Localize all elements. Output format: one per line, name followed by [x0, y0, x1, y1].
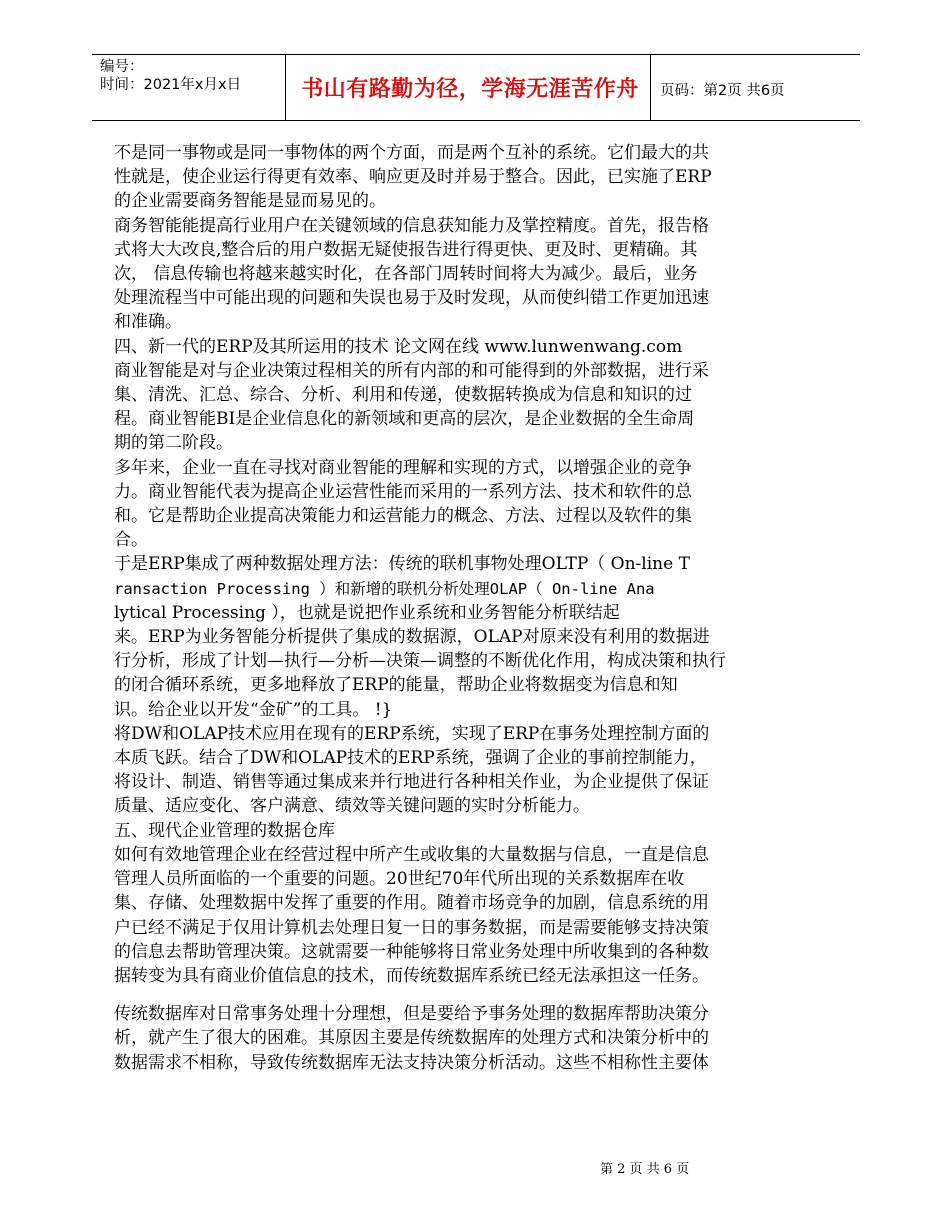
body-line: 的闭合循环系统，更多地释放了ERP的能量，帮助企业将数据变为信息和知 — [114, 675, 678, 696]
body-line: 商务智能能提高行业用户在关键领域的信息获知能力及掌控精度。首先，报告格 — [114, 215, 709, 236]
body-line: 将DW和OLAP技术应用在现有的ERP系统，实现了ERP在事务处理控制方面的 — [114, 723, 710, 744]
body-line: 式将大大改良,整合后的用户数据无疑使报告进行得更快、更及时、更精确。其 — [114, 239, 698, 260]
body-line: 次， 信息传输也将越来越实时化，在各部门周转时间将大为减少。最后，业务 — [114, 264, 698, 285]
body-line: 识。给企业以开发“金矿”的工具。 !} — [114, 699, 393, 720]
body-line: 的企业需要商务智能是显而易见的。 — [114, 191, 386, 212]
body-line: 程。商业智能BI是企业信息化的新领域和更高的层次，是企业数据的全生命周 — [114, 409, 695, 430]
body-line: 期的第二阶段。 — [114, 433, 233, 454]
body-line: 如何有效地管理企业在经营过程中所产生或收集的大量数据与信息，一直是信息 — [114, 844, 709, 865]
body-line: 商业智能是对与企业决策过程相关的所有内部的和可能得到的外部数据，进行采 — [114, 360, 709, 381]
body-line: 处理流程当中可能出现的问题和失误也易于及时发现，从而使纠错工作更加迅速 — [114, 288, 709, 309]
body-line: ransaction Processing ）和新增的联机分析处理OLAP（ On-line Ana — [114, 579, 655, 598]
document-body — [114, 141, 774, 1075]
header-number: 编号： — [100, 59, 144, 75]
body-line: 将设计、制造、销售等通过集成来并行地进行各种相关作业，为企业提供了保证 — [114, 772, 709, 793]
body-line: 质量、适应变化、客户满意、绩效等关键问题的实时分析能力。 — [114, 796, 590, 817]
header-meta — [100, 58, 241, 94]
body-line: 于是ERP集成了两种数据处理方法：传统的联机事物处理OLTP（ On-line T — [114, 554, 690, 575]
header-bottom-rule — [92, 120, 860, 121]
header-divider-left — [285, 54, 286, 120]
footer-page-number: 第 2 页 共 6 页 — [600, 1162, 690, 1177]
body-line: 多年来，企业一直在寻找对商业智能的理解和实现的方式，以增强企业的竞争 — [114, 457, 692, 478]
body-line: 据转变为具有商业价值信息的技术，而传统数据库系统已经无法承担这一任务。 — [114, 965, 709, 986]
body-line: 管理人员所面临的一个重要的问题。20世纪70年代所出现的关系数据库在收 — [114, 869, 685, 890]
body-line: 和。它是帮助企业提高决策能力和运营能力的概念、方法、过程以及软件的集 — [114, 506, 692, 527]
body-line: 传统数据库对日常事务处理十分理想，但是要给予事务处理的数据库帮助决策分 — [114, 1004, 709, 1025]
body-line: 力。商业智能代表为提高企业运营性能而采用的一系列方法、技术和软件的总 — [114, 481, 692, 502]
header-top-rule — [92, 54, 860, 55]
section-heading: 四、新一代的ERP及其所运用的技术 论文网在线 www.lunwenwang.com — [114, 336, 683, 357]
body-line: 的信息去帮助管理决策。这就需要一种能够将日常业务处理中所收集到的各种数 — [114, 941, 709, 962]
header-divider-right — [650, 54, 651, 120]
header-motto: 书山有路勤为径，学海无涯苦作舟 — [301, 77, 639, 102]
body-line: 数据需求不相称，导致传统数据库无法支持决策分析活动。这些不相称性主要体 — [114, 1052, 709, 1073]
section-heading: 五、现代企业管理的数据仓库 — [114, 820, 335, 841]
body-line: 集、存储、处理数据中发挥了重要的作用。随着市场竞争的加剧，信息系统的用 — [114, 893, 709, 914]
body-line: 和准确。 — [114, 312, 182, 333]
body-line: 性就是，使企业运行得更有效率、响应更及时并易于整合。因此，已实施了ERP — [114, 167, 712, 188]
paragraph-gap — [114, 988, 774, 1002]
body-line: 来。ERP为业务智能分析提供了集成的数据源，OLAP对原来没有利用的数据进 — [114, 627, 710, 648]
body-line: 行分析，形成了计划—执行—分析—决策—调整的不断优化作用，构成决策和执行 — [114, 651, 726, 672]
body-line: 本质飞跃。结合了DW和OLAP技术的ERP系统，强调了企业的事前控制能力， — [114, 748, 707, 769]
header-time: 时间：2021年x月x日 — [100, 77, 242, 93]
body-line: lytical Processing ），也就是说把作业系统和业务智能分析联结起 — [114, 602, 620, 623]
body-line: 户已经不满足于仅用计算机去处理日复一日的事务数据，而是需要能够支持决策 — [114, 917, 709, 938]
body-line: 合。 — [114, 530, 148, 551]
body-line: 析，就产生了很大的困难。其原因主要是传统数据库的处理方式和决策分析中的 — [114, 1028, 709, 1049]
body-line: 集、清洗、汇总、综合、分析、利用和传递，使数据转换成为信息和知识的过 — [114, 385, 692, 406]
header-page-number: 页码：第2页 共6页 — [660, 83, 785, 99]
body-line: 不是同一事物或是同一事物体的两个方面，而是两个互补的系统。它们最大的共 — [114, 143, 709, 163]
